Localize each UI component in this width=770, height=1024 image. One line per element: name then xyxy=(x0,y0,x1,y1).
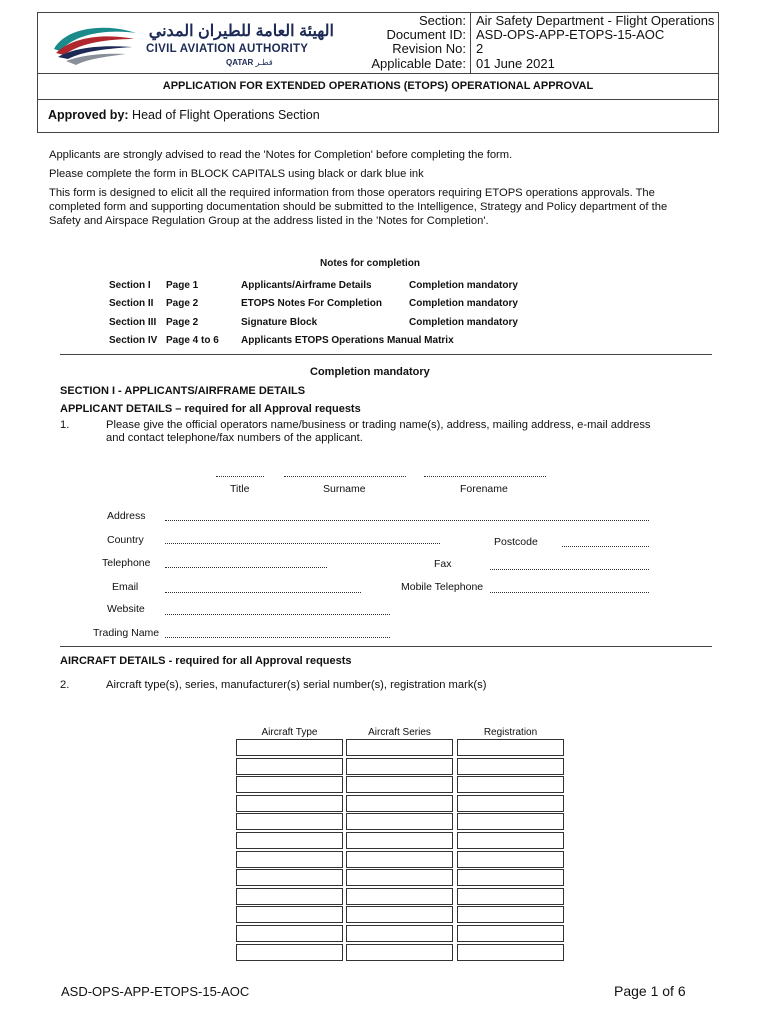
telephone-label: Telephone xyxy=(102,557,151,569)
address-input[interactable] xyxy=(165,520,649,521)
registration-cell[interactable] xyxy=(457,925,564,942)
aircraft-type-cell[interactable] xyxy=(236,813,343,830)
title-input[interactable] xyxy=(216,476,264,477)
header-rule xyxy=(38,73,718,74)
header-box xyxy=(37,12,719,133)
postcode-label: Postcode xyxy=(494,536,538,548)
applicant-details-heading: APPLICANT DETAILS – required for all Approval requests xyxy=(60,403,361,415)
aircraft-type-cell[interactable] xyxy=(236,795,343,812)
meta-label-applicable-date: Applicable Date: xyxy=(371,56,466,71)
notes-page: Page 1 xyxy=(166,280,199,291)
q2-text: Aircraft type(s), series, manufacturer(s) serial number(s), registration mark(s) xyxy=(106,679,487,691)
aircraft-series-cell[interactable] xyxy=(346,925,453,942)
intro-paragraph-line: This form is designed to elicit all the required information from those operators requiring ETOPS operations approvals. The xyxy=(49,187,655,199)
logo-english-name: CIVIL AVIATION AUTHORITY xyxy=(146,43,309,55)
notes-section: Section III xyxy=(109,317,157,328)
meta-value-document-id: ASD-OPS-APP-ETOPS-15-AOC xyxy=(476,27,665,42)
registration-cell[interactable] xyxy=(457,832,564,849)
logo-arabic-name: الهيئة العامة للطيران المدني xyxy=(148,23,334,40)
approved-by-label: Approved by: xyxy=(48,108,129,122)
mobile-label: Mobile Telephone xyxy=(401,581,484,593)
notes-status: Completion mandatory xyxy=(409,280,518,291)
intro-line-1: Applicants are strongly advised to read the 'Notes for Completion' before completing the form. xyxy=(49,149,513,161)
aircraft-type-cell[interactable] xyxy=(236,851,343,868)
q1-text xyxy=(106,419,651,445)
intro-paragraph-line: Safety and Airspace Regulation Group at the address listed in the 'Notes for Completion'. xyxy=(49,215,489,227)
surname-label: Surname xyxy=(323,483,366,495)
aircraft-series-cell[interactable] xyxy=(346,776,453,793)
aircraft-type-cell[interactable] xyxy=(236,776,343,793)
notes-desc: ETOPS Notes For Completion xyxy=(241,298,382,309)
registration-cell[interactable] xyxy=(457,906,564,923)
notes-status: Completion mandatory xyxy=(409,317,518,328)
telephone-input[interactable] xyxy=(165,567,327,568)
email-input[interactable] xyxy=(165,592,361,593)
section-divider xyxy=(60,646,712,647)
website-input[interactable] xyxy=(165,614,390,615)
notes-page: Page 2 xyxy=(166,317,199,328)
col-registration: Registration xyxy=(483,727,538,738)
section-divider xyxy=(60,354,712,355)
aircraft-type-cell[interactable] xyxy=(236,888,343,905)
aircraft-series-cell[interactable] xyxy=(346,795,453,812)
q2-number: 2. xyxy=(60,679,70,691)
registration-cell[interactable] xyxy=(457,758,564,775)
notes-status: Completion mandatory xyxy=(409,298,518,309)
aircraft-type-cell[interactable] xyxy=(236,906,343,923)
q1-number: 1. xyxy=(60,419,70,431)
registration-cell[interactable] xyxy=(457,888,564,905)
intro-paragraph xyxy=(49,186,667,228)
registration-cell[interactable] xyxy=(457,944,564,961)
notes-page: Page 4 to 6 xyxy=(166,335,219,346)
section1-heading: SECTION I - APPLICANTS/AIRFRAME DETAILS xyxy=(60,385,306,397)
aircraft-series-cell[interactable] xyxy=(346,944,453,961)
meta-label-document-id: Document ID: xyxy=(386,27,466,42)
notes-page: Page 2 xyxy=(166,298,199,309)
country-input[interactable] xyxy=(165,543,440,544)
aircraft-details-heading: AIRCRAFT DETAILS - required for all Approval requests xyxy=(60,655,352,667)
meta-value-revision: 2 xyxy=(476,41,484,56)
aircraft-series-cell[interactable] xyxy=(346,739,453,756)
intro-paragraph-line: completed form and supporting documentation should be submitted to the Intelligence, Strategy and Policy department of the xyxy=(49,201,668,213)
header-divider xyxy=(470,13,471,73)
website-label: Website xyxy=(107,603,145,615)
intro-line-2: Please complete the form in BLOCK CAPITALS using black or dark blue ink xyxy=(49,168,424,180)
forename-input[interactable] xyxy=(424,476,546,477)
email-label: Email xyxy=(112,581,139,593)
registration-cell[interactable] xyxy=(457,851,564,868)
aircraft-series-cell[interactable] xyxy=(346,869,453,886)
footer-doc-id: ASD-OPS-APP-ETOPS-15-AOC xyxy=(61,984,250,999)
fax-input[interactable] xyxy=(490,569,649,570)
notes-desc: Signature Block xyxy=(241,317,318,328)
caa-logo xyxy=(46,19,346,75)
notes-desc: Applicants ETOPS Operations Manual Matrix xyxy=(241,335,454,346)
q1-text-line: and contact telephone/fax numbers of the applicant. xyxy=(106,432,363,444)
approved-by xyxy=(48,108,320,122)
aircraft-series-cell[interactable] xyxy=(346,906,453,923)
header-rule xyxy=(38,99,718,100)
aircraft-type-cell[interactable] xyxy=(236,832,343,849)
meta-value-applicable-date: 01 June 2021 xyxy=(476,56,555,71)
notes-title: Notes for completion xyxy=(320,258,421,269)
aircraft-series-cell[interactable] xyxy=(346,758,453,775)
q1-text-line: Please give the official operators name/business or trading name(s), address, mailing address, e-mail address xyxy=(106,419,651,431)
aircraft-type-cell[interactable] xyxy=(236,925,343,942)
surname-input[interactable] xyxy=(284,476,406,477)
registration-cell[interactable] xyxy=(457,795,564,812)
completion-mandatory: Completion mandatory xyxy=(310,366,430,378)
mobile-input[interactable] xyxy=(490,592,649,593)
aircraft-type-cell[interactable] xyxy=(236,758,343,775)
title-label: Title xyxy=(230,483,250,495)
aircraft-type-cell[interactable] xyxy=(236,739,343,756)
notes-desc: Applicants/Airframe Details xyxy=(241,280,372,291)
trading-name-label: Trading Name xyxy=(93,627,160,639)
meta-value-section: Air Safety Department - Flight Operations xyxy=(476,13,715,28)
registration-cell[interactable] xyxy=(457,776,564,793)
approved-by-value: Head of Flight Operations Section xyxy=(132,108,320,122)
aircraft-type-cell[interactable] xyxy=(236,869,343,886)
postcode-input[interactable] xyxy=(562,546,649,547)
footer-page-number: Page 1 of 6 xyxy=(614,983,686,999)
country-label: Country xyxy=(107,534,144,546)
registration-cell[interactable] xyxy=(457,869,564,886)
notes-section: Section II xyxy=(109,298,154,309)
meta-label-revision: Revision No: xyxy=(392,41,466,56)
logo-country-ar: قطـر xyxy=(255,58,273,67)
caa-emblem-icon xyxy=(46,21,138,71)
aircraft-series-cell[interactable] xyxy=(346,888,453,905)
col-aircraft-type: Aircraft Type xyxy=(261,727,318,738)
registration-cell[interactable] xyxy=(457,739,564,756)
aircraft-series-cell[interactable] xyxy=(346,832,453,849)
aircraft-type-cell[interactable] xyxy=(236,944,343,961)
address-label: Address xyxy=(107,510,146,522)
forename-label: Forename xyxy=(460,483,508,495)
form-title: APPLICATION FOR EXTENDED OPERATIONS (ETOPS) OPERATIONAL APPROVAL xyxy=(162,80,594,92)
registration-cell[interactable] xyxy=(457,813,564,830)
logo-country-en: QATAR xyxy=(226,58,254,67)
fax-label: Fax xyxy=(434,558,452,570)
col-aircraft-series: Aircraft Series xyxy=(368,727,431,738)
meta-label-section: Section: xyxy=(419,13,466,28)
aircraft-series-cell[interactable] xyxy=(346,813,453,830)
notes-section: Section I xyxy=(109,280,151,291)
trading-name-input[interactable] xyxy=(165,637,390,638)
aircraft-series-cell[interactable] xyxy=(346,851,453,868)
notes-section: Section IV xyxy=(109,335,158,346)
